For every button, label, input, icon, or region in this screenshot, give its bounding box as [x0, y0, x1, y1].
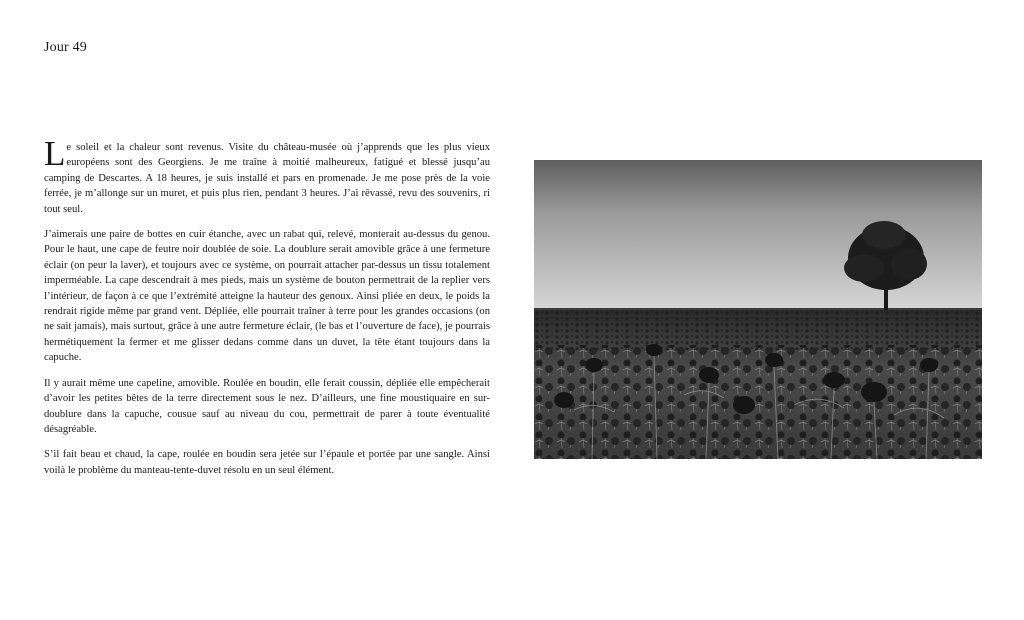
page-title: Jour 49: [44, 40, 88, 55]
paragraph-1-text: e soleil et la chaleur sont revenus. Visite du château-musée où j’apprends que les plus vieux européens sont des Georgiens. Je me traîne à moitié malheureux, fatigué et blessé jusqu’au camping de Descartes. A 18 heures, je suis installé et pars en promenade. Je me pose près de la voie ferrée, je m’allonge sur un muret, et puis plus rien, pendant 3 heures. J’ai rêvassé, revu des souvenirs, ri tout seul.: [44, 142, 490, 215]
photo-illustration: [534, 160, 982, 459]
article-body: [44, 134, 490, 488]
sky: [534, 160, 982, 310]
paragraph-1: [44, 134, 490, 217]
drop-cap: L: [44, 134, 66, 173]
paragraph-4: S’il fait beau et chaud, la cape, roulée en boudin sera jetée sur l’épaule et portée par une sangle. Ainsi voilà le problème du manteau-tente-duvet résolu en un seul élément.: [44, 449, 490, 476]
landscape-photo: [534, 160, 982, 459]
paragraph-3: Il y aurait même une capeline, amovible. Roulée en boudin, elle ferait coussin, dépliée elle empêcherait d’avoir les petites bêtes de la terre directement sous le nez. D’ailleurs, une fine moustiquaire en sur-doublure dans la capuche, cousue sauf au niveau du cou, permettrait de parer à toute éventualité désagréable.: [44, 377, 490, 435]
paragraph-2: J’aimerais une paire de bottes en cuir étanche, avec un rabat qui, relevé, monterait au-dessus du genou. Pour le haut, une cape de feutre noir doublée de soie. La doublure serait amovible grâce à une fermeture éclair (on peur la laver), et toujours avec ce système, on pourrait attacher par-dessus un tissu totalement imperméable. La cape descendrait à mes pieds, mais un système de bouton permettrait de la replier vers l’intérieur, de façon à ce que l’extrémité atteigne la hauteur des genoux. Ainsi pliée en deux, le poids la rendrait rigide même par grand vent. Dépliée, elle pourrait traîner à terre pour les grandes occasions (on ne sait jamais), mais surtout, grâce à une autre fermeture éclair, (le bas et l’ouverture de face), je pourrais hermétiquement la fermer et me glisser dedans comme dans un duvet, la tête étant toujours dans la capuche.: [44, 229, 490, 364]
